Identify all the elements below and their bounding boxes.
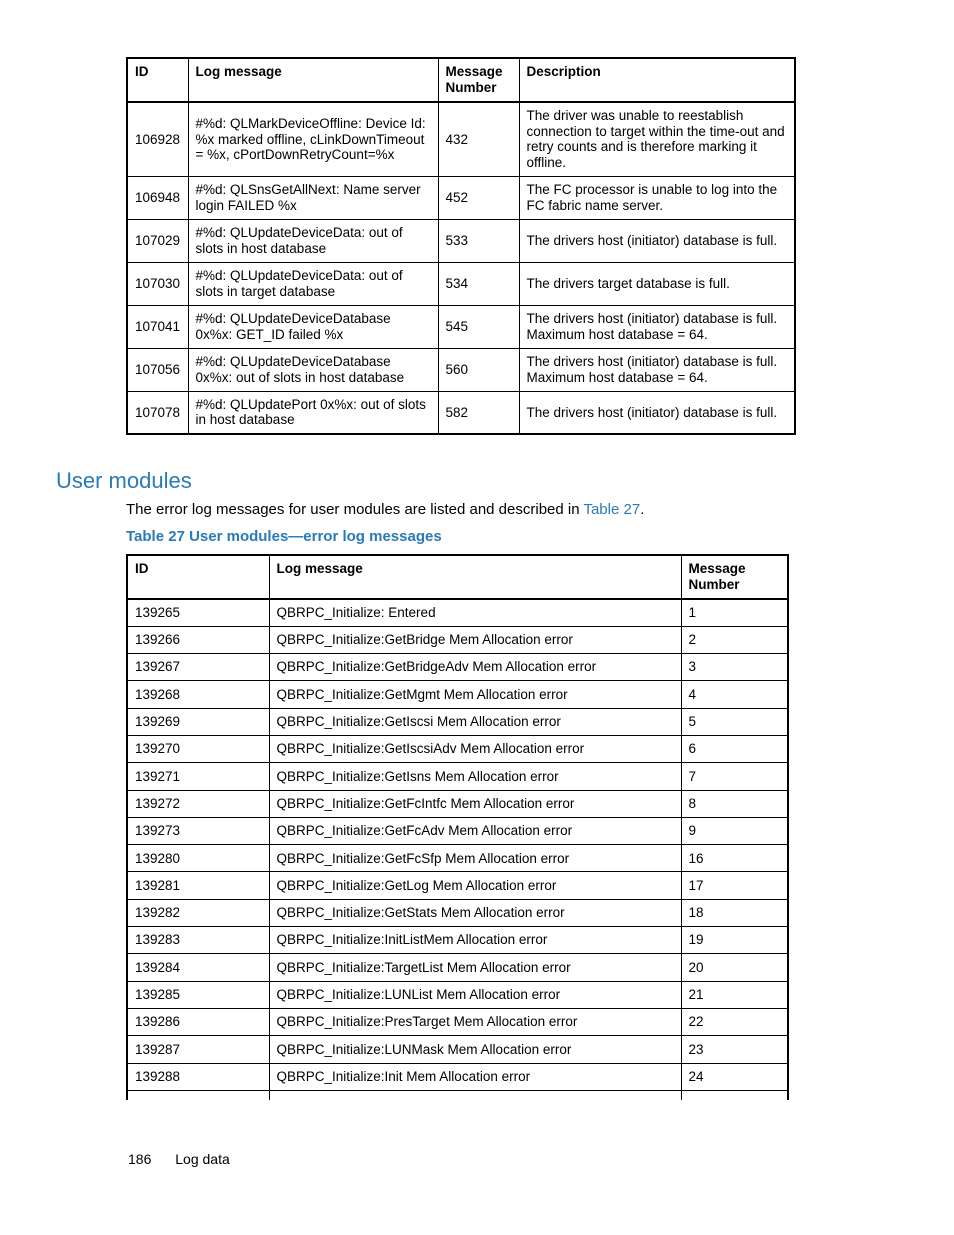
table-row xyxy=(127,790,788,817)
table-row xyxy=(127,391,795,434)
cell-message-number: 6 xyxy=(681,735,788,762)
cell-message-number: 9 xyxy=(681,817,788,844)
col-header-id: ID xyxy=(127,58,188,102)
table-row xyxy=(127,348,795,391)
cell-id: 107030 xyxy=(127,262,188,305)
table-caption: Table 27 User modules—error log messages xyxy=(126,528,442,545)
cell-message-number: 534 xyxy=(438,262,519,305)
cell-message-number: 560 xyxy=(438,348,519,391)
table-row xyxy=(127,681,788,708)
table-row xyxy=(127,954,788,981)
cell-message-number: 533 xyxy=(438,219,519,262)
cell-id: 139284 xyxy=(127,954,269,981)
cell-log-message: #%d: QLUpdatePort 0x%x: out of slots in host database xyxy=(188,391,438,434)
cell-id: 139282 xyxy=(127,899,269,926)
cell-message-number: 582 xyxy=(438,391,519,434)
cell-id: 107041 xyxy=(127,305,188,348)
cell-log-message: QBRPC_Initialize:GetFcIntfc Mem Allocation error xyxy=(269,790,681,817)
cell-message-number: 16 xyxy=(681,845,788,872)
cell-id: 139266 xyxy=(127,626,269,653)
cell-log-message: QBRPC_Initialize:PresTarget Mem Allocation error xyxy=(269,1008,681,1035)
cell-log-message: #%d: QLUpdateDeviceData: out of slots in target database xyxy=(188,262,438,305)
table-row xyxy=(127,176,795,219)
col-header-log-message: Log message xyxy=(188,58,438,102)
col-header-message-number: Message Number xyxy=(681,555,788,599)
table-row xyxy=(127,1063,788,1090)
cell-message-number: 18 xyxy=(681,899,788,926)
cell-message-number: 20 xyxy=(681,954,788,981)
table-row xyxy=(127,845,788,872)
cell-description: The drivers host (initiator) database is full. xyxy=(519,391,795,434)
cell-id: 107056 xyxy=(127,348,188,391)
table-row xyxy=(127,708,788,735)
cell-log-message: QBRPC_Initialize:LUNMask Mem Allocation error xyxy=(269,1036,681,1063)
user-modules-table xyxy=(126,554,789,1100)
cell-description: The drivers host (initiator) database is full. xyxy=(519,219,795,262)
cell-log-message: QBRPC_Initialize:GetBridgeAdv Mem Allocation error xyxy=(269,654,681,681)
cell-id: 139285 xyxy=(127,981,269,1008)
cell-log-message: QBRPC_Initialize:GetMgmt Mem Allocation error xyxy=(269,681,681,708)
table-row xyxy=(127,899,788,926)
cell-message-number: 24 xyxy=(681,1063,788,1090)
cell-log-message: QBRPC_Initialize:Init Mem Allocation error xyxy=(269,1063,681,1090)
cell-message-number: 545 xyxy=(438,305,519,348)
cell-log-message: QBRPC_Initialize:GetFcSfp Mem Allocation error xyxy=(269,845,681,872)
intro-text: The error log messages for user modules are listed and described in xyxy=(126,501,584,518)
cell-id: 139267 xyxy=(127,654,269,681)
cell-log-message: QBRPC_Initialize:GetIscsiAdv Mem Allocation error xyxy=(269,735,681,762)
cell-message-number: 5 xyxy=(681,708,788,735)
cell-log-message: QBRPC_Initialize:TargetList Mem Allocation error xyxy=(269,954,681,981)
cell-log-message: QBRPC_Initialize:LUNList Mem Allocation error xyxy=(269,981,681,1008)
cell-id: 139269 xyxy=(127,708,269,735)
cell-log-message: QBRPC_Initialize:GetBridge Mem Allocation error xyxy=(269,626,681,653)
cell-message-number: 21 xyxy=(681,981,788,1008)
cell-id: 107078 xyxy=(127,391,188,434)
table-row xyxy=(127,981,788,1008)
cell-message-number: 7 xyxy=(681,763,788,790)
table-row xyxy=(127,1008,788,1035)
table-header-row xyxy=(127,58,795,102)
page-footer xyxy=(128,1151,230,1167)
log-messages-table-1 xyxy=(126,57,796,435)
cell-log-message: #%d: QLMarkDeviceOffline: Device Id: %x marked offline, cLinkDownTimeout = %x, cPortDownRetryCount=%x xyxy=(188,102,438,176)
table-row xyxy=(127,1036,788,1063)
col-header-log-message: Log message xyxy=(269,555,681,599)
cell-message-number: 23 xyxy=(681,1036,788,1063)
intro-paragraph: The error log messages for user modules are listed and described in Table 27. xyxy=(126,501,645,518)
cell-description: The drivers target database is full. xyxy=(519,262,795,305)
cell-log-message: QBRPC_Initialize:GetLog Mem Allocation error xyxy=(269,872,681,899)
cell-log-message: QBRPC_Initialize:GetStats Mem Allocation error xyxy=(269,899,681,926)
table-row xyxy=(127,626,788,653)
cell-message-number: 19 xyxy=(681,927,788,954)
cell-message-number: 8 xyxy=(681,790,788,817)
cell-description: The drivers host (initiator) database is full. Maximum host database = 64. xyxy=(519,348,795,391)
table-row xyxy=(127,262,795,305)
cell-log-message: QBRPC_Initialize: Entered xyxy=(269,599,681,626)
table-row xyxy=(127,872,788,899)
cell-log-message: #%d: QLUpdateDeviceDatabase 0x%x: out of slots in host database xyxy=(188,348,438,391)
cell-id: 139268 xyxy=(127,681,269,708)
cell-description: The driver was unable to reestablish connection to target within the time-out and retry counts and is therefore marking it offline. xyxy=(519,102,795,176)
cell-log-message: QBRPC_Initialize:InitListMem Allocation error xyxy=(269,927,681,954)
table-row xyxy=(127,927,788,954)
cell-message-number: 432 xyxy=(438,102,519,176)
cell-description: The drivers host (initiator) database is full. Maximum host database = 64. xyxy=(519,305,795,348)
cell-message-number: 4 xyxy=(681,681,788,708)
section-title: User modules xyxy=(56,468,192,493)
cell-message-number: 22 xyxy=(681,1008,788,1035)
footer-section: Log data xyxy=(175,1151,230,1167)
col-header-description: Description xyxy=(519,58,795,102)
cell-log-message: QBRPC_Initialize:GetIsns Mem Allocation error xyxy=(269,763,681,790)
cell-id: 139273 xyxy=(127,817,269,844)
cell-id: 139271 xyxy=(127,763,269,790)
table-row xyxy=(127,763,788,790)
cell-id: 139265 xyxy=(127,599,269,626)
col-header-message-number: Message Number xyxy=(438,58,519,102)
cell-id: 106928 xyxy=(127,102,188,176)
cell-id: 139270 xyxy=(127,735,269,762)
cell-log-message: #%d: QLSnsGetAllNext: Name server login FAILED %x xyxy=(188,176,438,219)
page-number: 186 xyxy=(128,1151,152,1167)
cell-id: 106948 xyxy=(127,176,188,219)
table-27-link[interactable]: Table 27 xyxy=(583,501,641,518)
cell-log-message: QBRPC_Initialize:GetFcAdv Mem Allocation error xyxy=(269,817,681,844)
table-header-row xyxy=(127,555,788,599)
cell-id: 139286 xyxy=(127,1008,269,1035)
cell-message-number: 1 xyxy=(681,599,788,626)
col-header-id: ID xyxy=(127,555,269,599)
cell-log-message: #%d: QLUpdateDeviceData: out of slots in host database xyxy=(188,219,438,262)
cell-message-number: 3 xyxy=(681,654,788,681)
cell-id: 139272 xyxy=(127,790,269,817)
table-row xyxy=(127,735,788,762)
cell-message-number: 17 xyxy=(681,872,788,899)
cell-description: The FC processor is unable to log into the FC fabric name server. xyxy=(519,176,795,219)
cell-message-number: 452 xyxy=(438,176,519,219)
cell-id: 139287 xyxy=(127,1036,269,1063)
table-row xyxy=(127,817,788,844)
cell-id: 139288 xyxy=(127,1063,269,1090)
cell-message-number: 2 xyxy=(681,626,788,653)
cell-id: 139281 xyxy=(127,872,269,899)
table-row xyxy=(127,599,788,626)
cell-id: 139280 xyxy=(127,845,269,872)
table-row xyxy=(127,654,788,681)
table-row xyxy=(127,305,795,348)
cell-log-message: #%d: QLUpdateDeviceDatabase 0x%x: GET_ID failed %x xyxy=(188,305,438,348)
cell-log-message: QBRPC_Initialize:GetIscsi Mem Allocation error xyxy=(269,708,681,735)
cell-id: 107029 xyxy=(127,219,188,262)
table-row-continued xyxy=(127,1090,788,1100)
table-row xyxy=(127,102,795,176)
table-row xyxy=(127,219,795,262)
cell-id: 139283 xyxy=(127,927,269,954)
